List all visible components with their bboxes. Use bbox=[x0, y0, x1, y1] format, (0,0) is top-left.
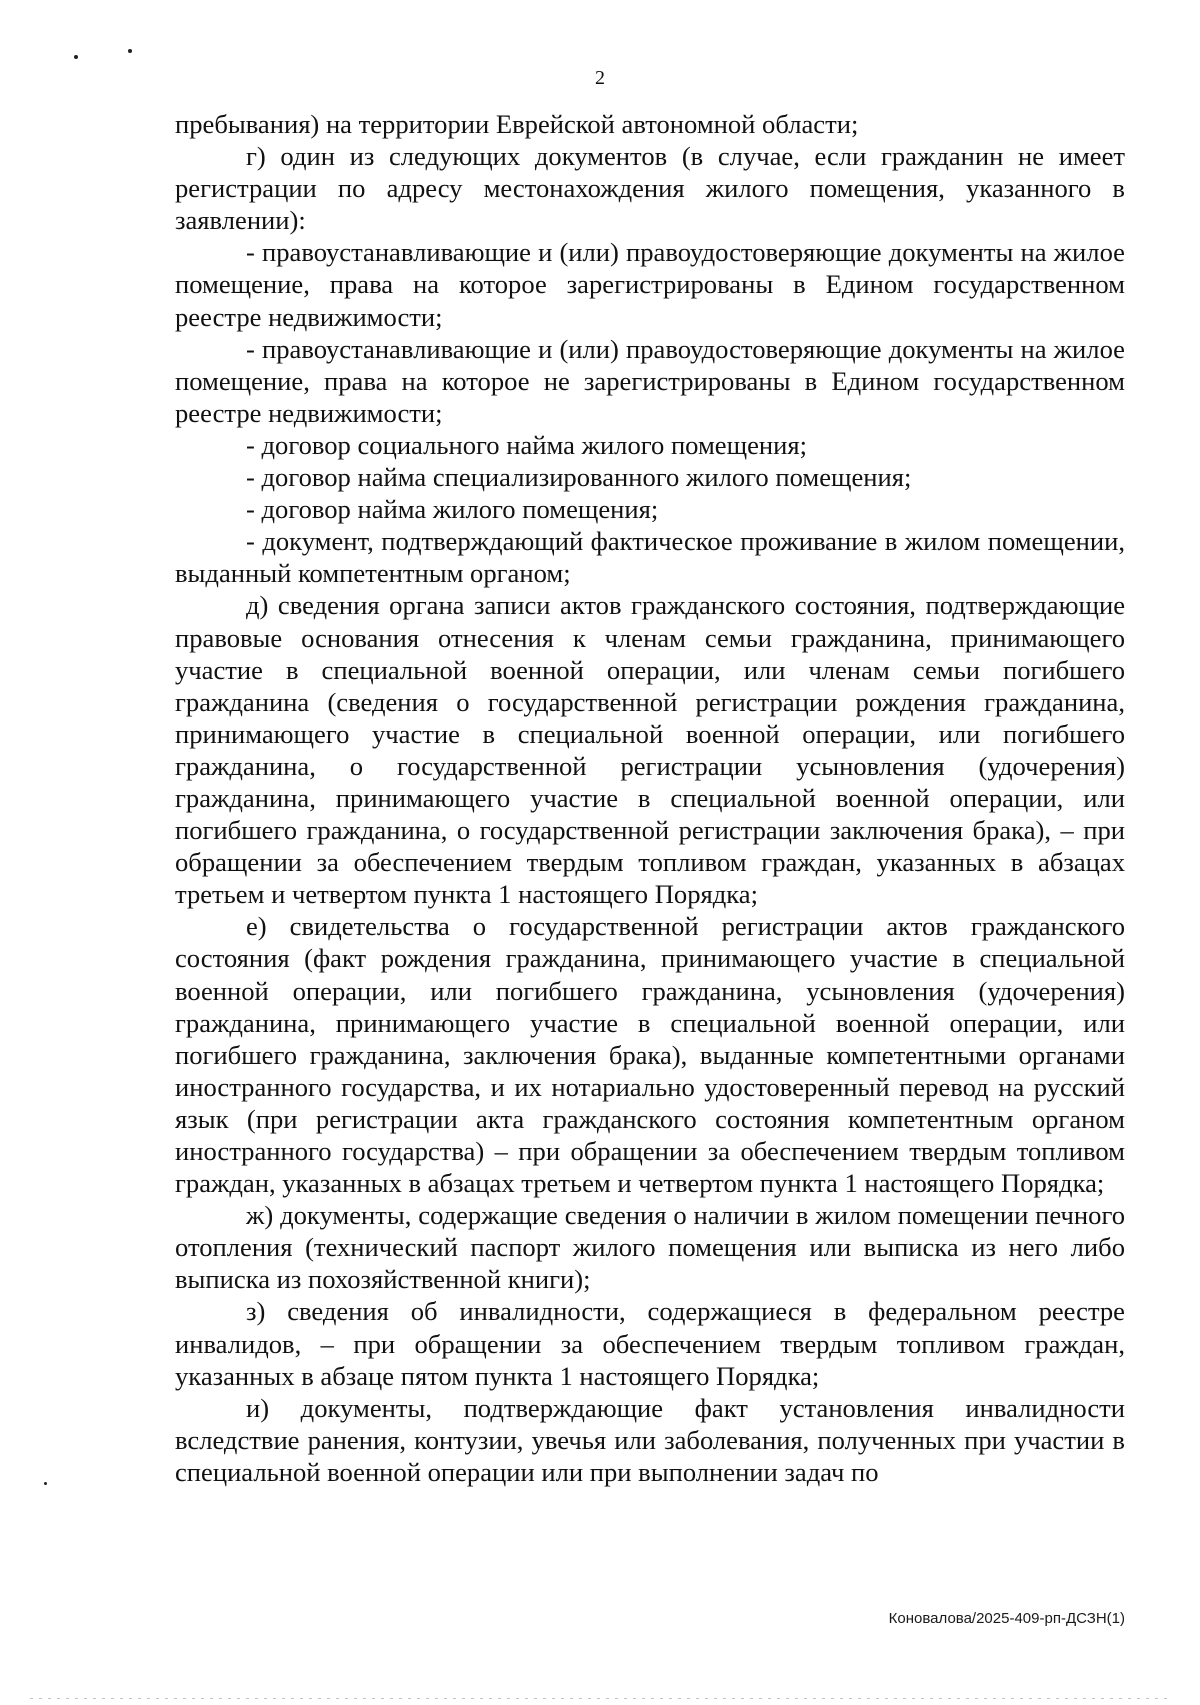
paragraph-item-d: д) сведения органа записи актов гражданского состояния, подтверждающие правовые основания отнесения к членам семьи гражданина, принимающего участие в специальной военной операции, или членам семьи погибшего гражданина (сведения о государственной регистрации рождения гражданина, принимающего участие в специальной военной операции, или погибшего гражданина, о государственной регистрации усыновления (удочерения) гражданина, принимающего участие в специальной военной операции, или погибшего гражданина, о государственной регистрации заключения брака), – при обращении за обеспечением твердым топливом граждан, указанных в абзацах третьем и четвертом пункта 1 настоящего Порядка; bbox=[175, 590, 1125, 910]
paragraph-item-g: г) один из следующих документов (в случае, если гражданин не имеет регистрации по адресу местонахождения жилого помещения, указанного в заявлении): bbox=[175, 141, 1125, 236]
list-item-social-lease: - договор социального найма жилого помещения; bbox=[246, 429, 807, 460]
page-number: 2 bbox=[595, 67, 605, 89]
paragraph-continuation: пребывания) на территории Еврейской автономной области; bbox=[175, 109, 859, 139]
scan-artifact-dot bbox=[128, 49, 132, 53]
document-reference-footer: Коновалова/2025-409-рп-ДСЗН(1) bbox=[888, 1610, 1125, 1627]
list-item-registered-title-docs: - правоустанавливающие и (или) правоудостоверяющие документы на жилое помещение, права на которое зарегистрированы в Едином государственном реестре недвижимости; bbox=[175, 237, 1125, 332]
paragraph-item-zh: ж) документы, содержащие сведения о наличии в жилом помещении печного отопления (технический паспорт жилого помещения или выписка из него либо выписка из похозяйственной книги); bbox=[175, 1200, 1125, 1295]
paragraph-item-i: и) документы, подтверждающие факт установления инвалидности вследствие ранения, контузии, увечья или заболевания, полученных при участии в специальной военной операции или при выполнении задач по bbox=[175, 1392, 1125, 1487]
scan-artifact-edge bbox=[30, 1698, 1170, 1699]
list-item-lease: - договор найма жилого помещения; bbox=[246, 494, 659, 525]
list-item-unregistered-title-docs: - правоустанавливающие и (или) правоудостоверяющие документы на жилое помещение, права на которое не зарегистрированы в Едином государственном реестре недвижимости; bbox=[175, 333, 1125, 428]
paragraph-item-e: е) свидетельства о государственной регистрации актов гражданского состояния (факт рождения гражданина, принимающего участие в специальной военной операции, или погибшего гражданина, усыновления (удочерения) гражданина, принимающего участие в специальной военной операции, или погибшего гражданина, заключения брака), выданные компетентными органами иностранного государства, и их нотариально удостоверенный перевод на русский язык (при регистрации акта гражданского состояния компетентным органом иностранного государства) – при обращении за обеспечением твердым топливом граждан, указанных в абзацах третьем и четвертом пункта 1 настоящего Порядка; bbox=[175, 911, 1125, 1199]
scan-artifact-dot bbox=[44, 1482, 47, 1485]
list-item-specialized-lease: - договор найма специализированного жилого помещения; bbox=[246, 462, 912, 493]
paragraph-item-z: з) сведения об инвалидности, содержащиеся в федеральном реестре инвалидов, – при обращении за обеспечением твердым топливом граждан, указанных в абзаце пятом пункта 1 настоящего Порядка; bbox=[175, 1296, 1125, 1391]
list-item-residence-proof: - документ, подтверждающий фактическое проживание в жилом помещении, выданный компетентным органом; bbox=[175, 526, 1125, 589]
scan-artifact-dot bbox=[74, 55, 78, 59]
document-body bbox=[175, 108, 1125, 1488]
